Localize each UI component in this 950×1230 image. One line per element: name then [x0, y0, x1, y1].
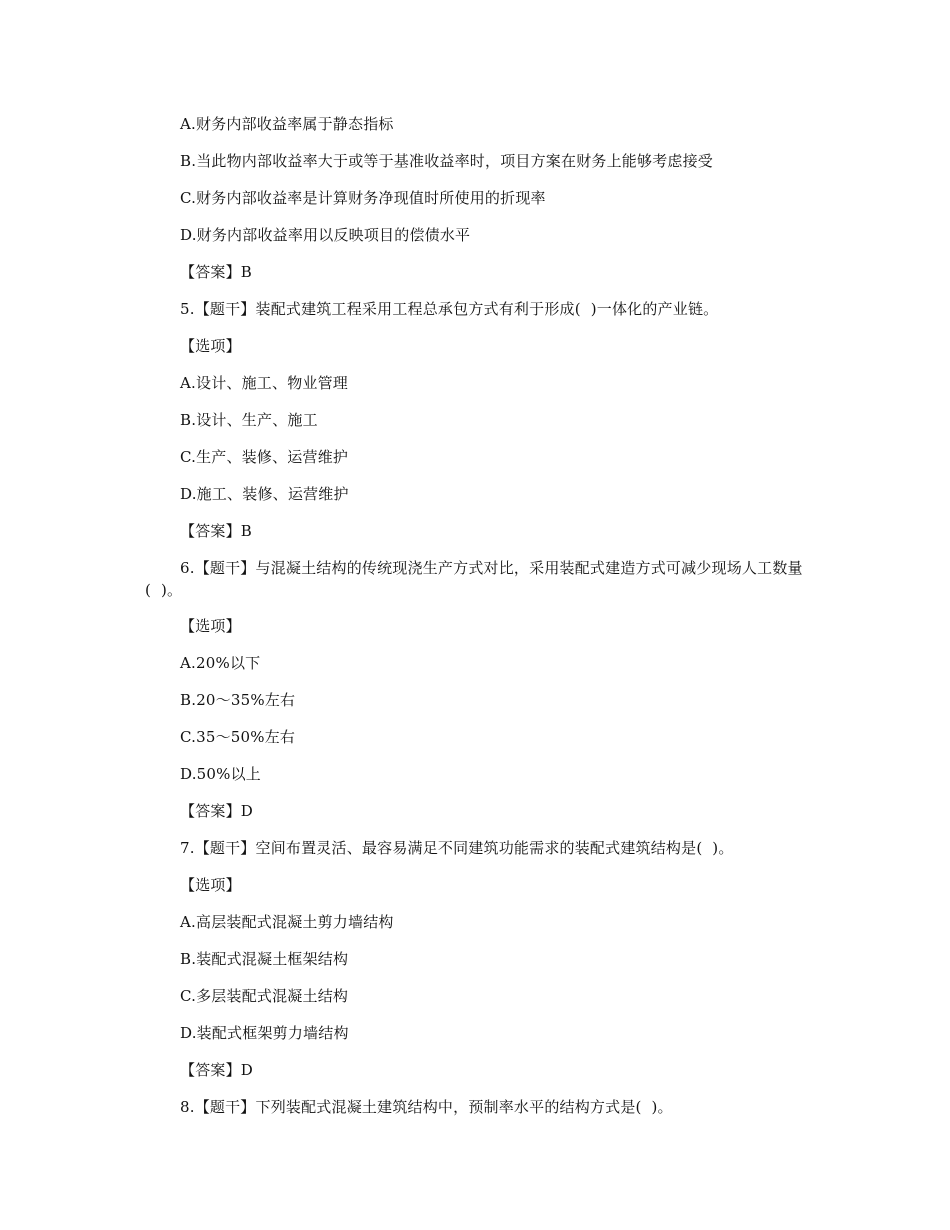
question-7-option-a: A.高层装配式混凝土剪力墙结构: [180, 913, 394, 931]
question-6-stem: 6.【题干】与混凝土结构的传统现浇生产方式对比，采用装配式建造方式可减少现场人工数量( )。: [145, 559, 803, 599]
option-d: D.财务内部收益率用以反映项目的偿债水平: [180, 226, 471, 244]
question-5-option-d: D.施工、装修、运营维护: [180, 485, 349, 503]
question-5-answer: 【答案】B: [180, 522, 253, 540]
question-5-option-c: C.生产、装修、运营维护: [180, 448, 349, 466]
question-7-stem: 7.【题干】空间布置灵活、最容易满足不同建筑功能需求的装配式建筑结构是( )。: [180, 839, 734, 857]
question-5-option-a: A.设计、施工、物业管理: [180, 374, 349, 392]
question-5-option-b: B.设计、生产、施工: [180, 411, 318, 429]
answer: 【答案】B: [180, 263, 253, 281]
question-6-answer: 【答案】D: [180, 802, 254, 820]
question-7-options-label: 【选项】: [180, 876, 241, 894]
question-8-stem: 8.【题干】下列装配式混凝土建筑结构中，预制率水平的结构方式是( )。: [180, 1098, 673, 1116]
option-a: A.财务内部收益率属于静态指标: [180, 115, 394, 133]
question-5-stem: 5.【题干】装配式建筑工程采用工程总承包方式有利于形成( )一体化的产业链。: [180, 300, 719, 318]
question-6-option-a: A.20%以下: [180, 654, 261, 672]
option-b: B.当此物内部收益率大于或等于基准收益率时，项目方案在财务上能够考虑接受: [180, 152, 713, 170]
question-7-option-c: C.多层装配式混凝土结构: [180, 987, 349, 1005]
question-7-answer: 【答案】D: [180, 1061, 254, 1079]
question-6-option-c: C.35～50%左右: [180, 728, 296, 746]
question-7-option-b: B.装配式混凝土框架结构: [180, 950, 349, 968]
option-c: C.财务内部收益率是计算财务净现值时所使用的折现率: [180, 189, 546, 207]
question-7-option-d: D.装配式框架剪力墙结构: [180, 1024, 349, 1042]
question-6-option-d: D.50%以上: [180, 765, 261, 783]
question-6-option-b: B.20～35%左右: [180, 691, 296, 709]
question-5-options-label: 【选项】: [180, 337, 241, 355]
question-6-options-label: 【选项】: [180, 617, 241, 635]
